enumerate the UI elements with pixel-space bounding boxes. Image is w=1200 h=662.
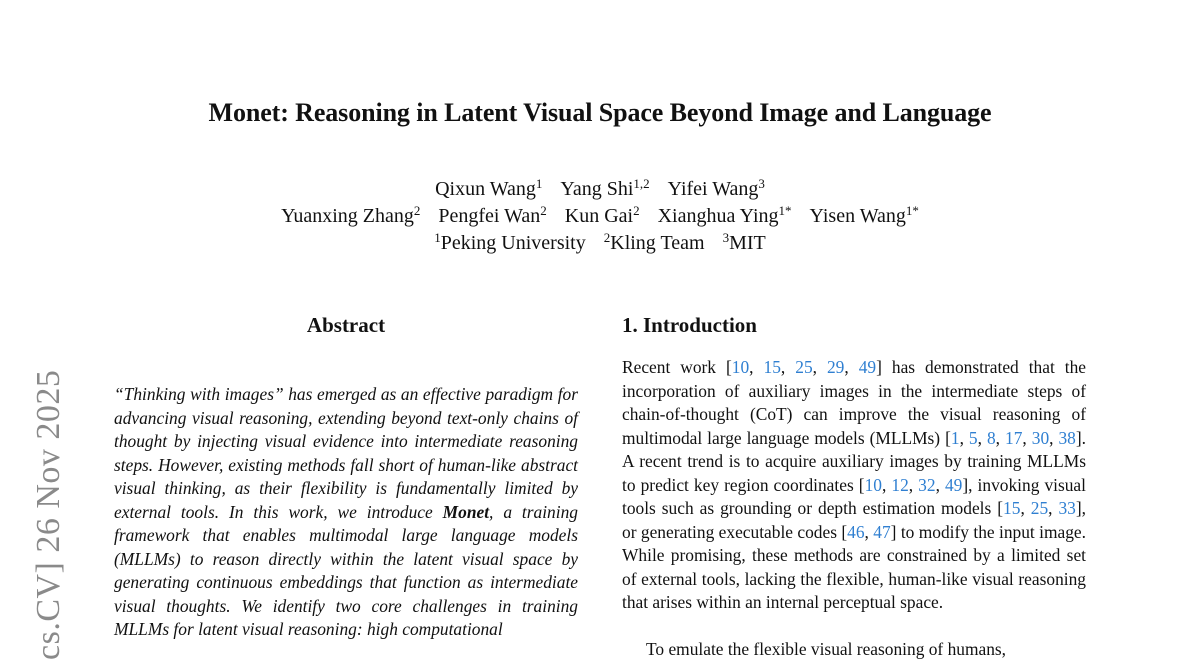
citation-link[interactable]: 29: [826, 357, 845, 377]
citation-link[interactable]: 25: [795, 357, 813, 377]
introduction-next-paragraph: To emulate the flexible visual reasoning of humans,: [646, 639, 1007, 659]
citation-link[interactable]: 1: [950, 427, 960, 448]
affiliation: [434, 232, 586, 254]
affiliation-name: MIT: [729, 232, 766, 254]
abstract-text-pre: “Thinking with images” has emerged as an effective paradigm for advancing visual reasoning, extending beyond text-only chains of thought by injecting visual evidence into intermediate reasoning steps. However, existing methods fall short of human-like abstract visual thinking, as their flexibility is fundamentally limited by external tools. In this work, we introduce: [114, 384, 578, 522]
author: [658, 205, 792, 227]
author-name: Yisen Wang: [809, 205, 906, 227]
author-affiliation-mark: 2: [633, 203, 640, 218]
citation-link[interactable]: 46: [847, 521, 865, 542]
author-affiliation-mark: 2: [413, 203, 421, 218]
author: [560, 178, 649, 200]
affiliation-mark: 1: [434, 230, 441, 245]
citation-link[interactable]: 12: [891, 474, 909, 495]
abstract-heading: Abstract: [306, 313, 386, 337]
citation-link[interactable]: 47: [873, 521, 891, 542]
author-name: Yang Shi: [560, 178, 634, 200]
introduction-heading: 1. Introduction: [622, 313, 757, 337]
affiliation-mark: 2: [603, 230, 611, 245]
citation-link[interactable]: 17: [1005, 427, 1023, 448]
citation-link[interactable]: 15: [763, 357, 781, 377]
author-affiliation-mark: 1*: [778, 203, 792, 218]
citation-link[interactable]: 30: [1031, 427, 1050, 448]
affiliation-mark: 3: [722, 230, 730, 245]
author-affiliation-mark: 3: [758, 176, 765, 191]
author-line-2: [0, 203, 1200, 230]
author-line-1: [0, 176, 1200, 203]
author-affiliation-mark: 2: [540, 203, 547, 218]
author: [565, 205, 640, 227]
citation-link[interactable]: 32: [918, 474, 936, 495]
author-name: Yuanxing Zhang: [281, 205, 414, 227]
author: [435, 178, 542, 200]
affiliation: [604, 232, 705, 254]
abstract-text: [114, 383, 578, 642]
paper-title: Monet: Reasoning in Latent Visual Space Beyond Image and Language: [208, 98, 992, 127]
abstract-text-post: , a training framework that enables multimodal large language models (MLLMs) to reason directly within the latent visual space by generating continuous embeddings that function as intermediate visual thoughts. We identify two core challenges in training MLLMs for latent visual reasoning: high computational: [114, 501, 578, 639]
author: [668, 178, 765, 200]
author: [810, 205, 919, 227]
author-block: [0, 176, 1200, 257]
affiliation-line: [0, 230, 1200, 257]
affiliation-name: Peking University: [440, 232, 586, 254]
introduction-paragraph: Recent work [10, 15, 25, 29, 49] has demonstrated that the incorporation of auxiliary images in the intermediate steps of chain-of-thought (CoT) can improve the visual reasoning of multimodal large language models (MLLMs) [1, 5, 8, 17, 30, 38]. A recent trend is to acquire auxiliary images by training MLLMs to predict key region coordinates [10, 12, 32, 49], invoking visual tools such as grounding or depth estimation models [15, 25, 33], or generating executable codes [46, 47] to modify the input image. While promising, these methods are constrained by a limited set of external tools, lacking the flexible, human-like visual reasoning that arises within an internal perceptual space.: [622, 357, 1087, 612]
author-affiliation-mark: 1*: [905, 203, 919, 218]
citation-link[interactable]: 38: [1058, 427, 1076, 448]
method-name: Monet: [442, 501, 490, 522]
author-name: Pengfei Wan: [438, 205, 541, 227]
author-name: Kun Gai: [564, 205, 634, 227]
author: [438, 205, 546, 227]
citation-link[interactable]: 15: [1003, 498, 1021, 518]
author-affiliation-mark: 1,2: [633, 176, 650, 191]
citation-link[interactable]: 25: [1030, 498, 1049, 518]
arxiv-stamp: cs.CV] 26 Nov 2025: [30, 369, 67, 660]
citation-link[interactable]: 49: [858, 357, 877, 377]
citation-link[interactable]: 49: [944, 474, 963, 495]
citation-link[interactable]: 5: [968, 427, 978, 448]
author-affiliation-mark: 1: [535, 176, 543, 191]
author-name: Qixun Wang: [435, 178, 536, 200]
citation-link[interactable]: 33: [1058, 498, 1076, 518]
citation-link[interactable]: 8: [986, 427, 996, 448]
author: [281, 205, 420, 227]
affiliation: [723, 232, 766, 254]
author-name: Yifei Wang: [667, 178, 759, 200]
citation-link[interactable]: 10: [731, 357, 750, 377]
affiliation-name: Kling Team: [610, 232, 705, 254]
author-name: Xianghua Ying: [657, 205, 779, 227]
citation-link[interactable]: 10: [864, 474, 882, 495]
